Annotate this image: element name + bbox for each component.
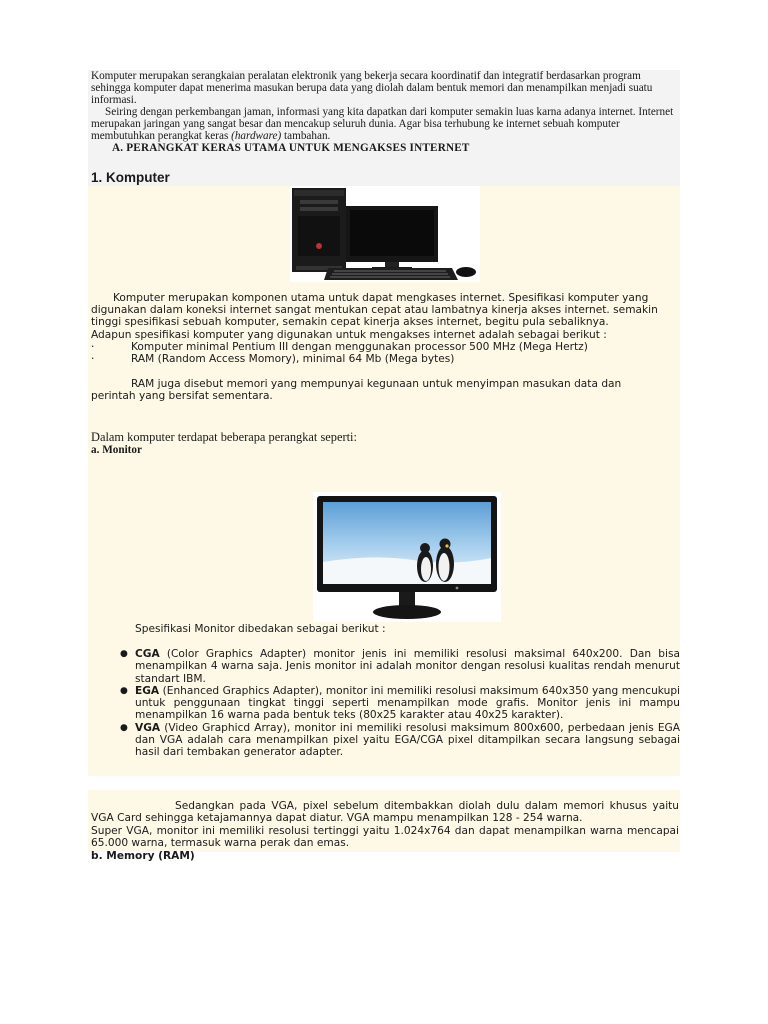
spec-text-block <box>91 292 678 403</box>
desktop-computer-illustration <box>290 186 480 282</box>
vga-text-block <box>91 800 679 849</box>
komputer-title: 1. Komputer <box>91 170 170 185</box>
desktop-computer-image <box>290 186 480 282</box>
intro-p2-italic: (hardware) <box>231 130 282 142</box>
section-heading-a: A. PERANGKAT KERAS UTAMA UNTUK MENGAKSES INTERNET <box>112 142 470 154</box>
ram-note-line-2: perintah yang bersifat sementara. <box>91 390 273 403</box>
monitor-term: VGA <box>135 721 161 734</box>
list-item <box>118 648 680 685</box>
intro-section <box>88 70 680 186</box>
perangkat-intro: Dalam komputer terdapat beberapa perangkat seperti: <box>91 430 357 444</box>
bullet-dot: · <box>91 353 95 366</box>
list-item <box>118 685 680 722</box>
monitor-desc: (Video Graphicd Array), monitor ini memiliki resolusi maksimum 800x600, perbedaan jenis EGA dan VGA adalah cara menampilkan pixel yaitu EGA/CGA pixel ditampilkan secara langsung sebagai hasil dari tembakan generator adapter. <box>135 721 680 759</box>
intro-paragraph-2 <box>88 106 680 142</box>
ram-note <box>91 378 678 390</box>
vga-paragraph-2: Super VGA, monitor ini memiliki resolusi tertinggi yaitu 1.024x764 dan dapat menampilkan warna mencapai 65.000 warna, termasuk warna perak dan emas. <box>91 824 679 849</box>
intro-paragraph-1: Komputer merupakan serangkaian peralatan elektronik yang bekerja secara koordinatif dan integratif berdasarkan program sehingga komputer dapat menerima masukan berupa data yang diolah dalam bentuk memori dan menampilkan menjadi suatu informasi. <box>91 70 653 106</box>
monitor-desc: (Color Graphics Adapter) monitor jenis ini memiliki resolusi maksimal 640x200. Dan bisa menampilkan 4 warna saja. Jenis monitor ini adalah monitor dengan resolusi kualitas rendah menurut standart IBM. <box>135 648 680 685</box>
intro-p2-end: tambahan. <box>281 130 331 142</box>
monitor-type-list <box>118 648 680 759</box>
monitor-term: EGA <box>135 684 160 697</box>
spec-bullet-item <box>91 341 678 353</box>
spec-paragraph-1: Komputer merupakan komponen utama untuk dapat mengkases internet. Spesifikasi komputer yang digunakan dalam koneksi internet sangat mentukan cepat atau lambatnya kinerja akses internet. semakin tinggi spesifikasi sebuah komputer, semakin cepat kinerja akses internet, begitu pula sebaliknya. <box>91 292 658 329</box>
spec-bullet-text: Komputer minimal Pentium III dengan menggunakan processor 500 MHz (Mega Hertz) <box>131 340 588 353</box>
vga-paragraph-1: Sedangkan pada VGA, pixel sebelum ditembakkan diolah dulu dalam memori khusus yaitu VGA Card sehingga ketajamannya dapat diatur. VGA mampu menampilkan 128 - 254 warna. <box>91 800 679 825</box>
monitor-penguin-illustration <box>313 492 501 622</box>
bullet-dot: · <box>91 340 95 353</box>
memory-title: b. Memory (RAM) <box>91 850 195 862</box>
monitor-image <box>313 492 501 622</box>
monitor-spec-intro: Spesifikasi Monitor dibedakan sebagai berikut : <box>135 623 386 635</box>
monitor-title: a. Monitor <box>91 444 142 456</box>
ram-note-line-1: RAM juga disebut memori yang mempunyai kegunaan untuk menyimpan masukan data dan <box>131 378 622 391</box>
spec-bullet-text: RAM (Random Access Momory), minimal 64 Mb (Mega bytes) <box>131 353 455 366</box>
list-item <box>118 722 680 759</box>
monitor-desc: (Enhanced Graphics Adapter), monitor ini memiliki resolusi maksimum 640x350 yang mencukupi untuk penggunaan tingkat tinggi seperti menampilkan mode grafis. Monitor jenis ini mampu menampilkan 16 warna pada bentuk teks (80x25 karakter atau 40x25 karakter). <box>135 684 680 722</box>
spec-bullet-item <box>91 353 678 365</box>
monitor-term: CGA <box>135 648 160 660</box>
intro-p2-start: Seiring dengan perkembangan jaman, informasi yang kita dapatkan dari komputer semakin luas karna adanya internet. Internet merupakan jaringan yang sangat besar dan mencakup seluruh dunia. Agar bisa terhubung ke internet sebuah komputer membutuhkan perangkat keras <box>91 106 674 142</box>
spec-paragraph-2: Adapun spesifikasi komputer yang digunakan untuk mengakses internet adalah sebagai berikut : <box>91 328 607 341</box>
